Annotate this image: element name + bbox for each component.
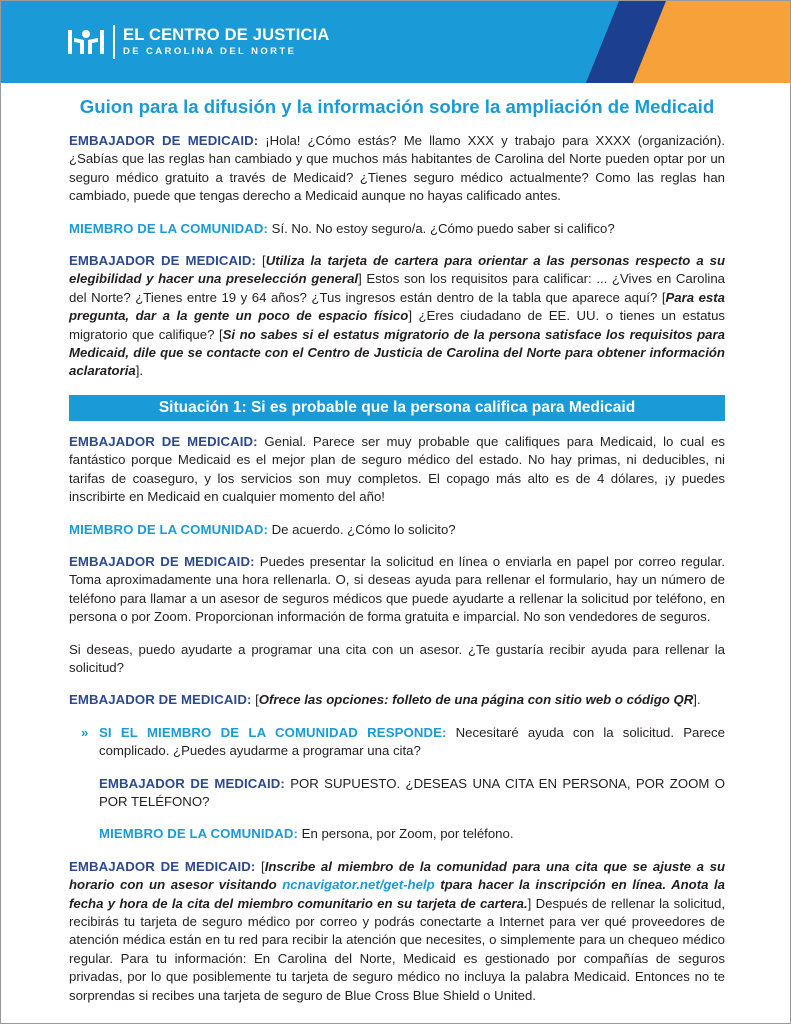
org-subtitle: DE CAROLINA DEL NORTE [123,46,297,57]
speaker-label: MIEMBRO DE LA COMUNIDAD: [69,521,268,537]
paragraph-text: ] Después de rellenar la solicitud, recibirás tu tarjeta de seguro médico por correo y podrás conectarte a Internet para ver qué proveedores de atención médica están en tu red para recibir la atención que necesites, o simplemente para un chequeo médico regular. Para tu información: En Carolina del Norte, Medicaid es gestionado por compañías de seguros privadas, por lo que posiblemente tu tarjeta de seguro médico no incluya la palabra Medicaid. Entonces no te sorprendas si recibes una tarjeta de seguro de Blue Cross Blue Shield o United. [69,895,725,1003]
instruction-text: Para esta pregunta, dar a la gente un poco de espacio físico [69,289,725,324]
chevron-right-icon: » [81,724,89,740]
speaker-label: SI EL MIEMBRO DE LA COMUNIDAD RESPONDE: [99,724,447,740]
speaker-label: EMBAJADOR DE MEDICAID: [69,553,255,569]
paragraph-text: ]. [693,692,701,708]
paragraph-text: [ [251,692,259,708]
paragraph-5 [69,521,725,539]
org-name: EL CENTRO DE JUSTICIA [123,26,330,44]
speaker-label: MIEMBRO DE LA COMUNIDAD: [99,826,298,842]
paragraph-text: Genial. Parece ser muy probable que califiques para Medicaid, lo cual es fantástico porque Medicaid es el mejor plan de seguro médico del estado. No hay primas, ni deducibles, ni tarifas de coaseguro, y los servicios son muy completos. El copago más alto es de 4 dólares, ¡y puedes inscribirte en Medicaid en cualquier momento del año! [69,433,726,505]
paragraph-text: ]. [135,363,144,379]
document-body [69,95,725,1019]
section-1-heading: Situación 1: Si es probable que la persona califica para Medicaid [69,395,725,421]
paragraph-text: ] Estos son los requisitos para calificar: ... ¿Vives en Carolina del Norte? ¿Tienes entre 19 y 64 años? ¿Tus ingresos están dentro de la tabla que aparece aquí? [ [69,271,725,305]
paragraph-text: Sí. No. No estoy seguro/a. ¿Cómo puedo saber si califico? [267,220,615,236]
ncnavigator-link[interactable]: ncnavigator.net/get-help [282,877,435,893]
speaker-label: EMBAJADOR DE MEDICAID: [99,775,285,791]
paragraph-1 [69,132,725,206]
paragraph-text: De acuerdo. ¿Cómo lo solicito? [267,521,456,537]
paragraph-11 [99,825,725,843]
header-banner [1,1,791,83]
speaker-label: EMBAJADOR DE MEDICAID: [69,133,259,148]
indented-dialogue [69,724,725,844]
speaker-label: EMBAJADOR DE MEDICAID: [69,858,256,874]
instruction-text: tpara hacer la inscripción en línea. Anota la fecha y hora de la cita del miembro comunitario en su tarjeta de cartera. [69,877,725,911]
paragraph-2 [69,220,725,238]
paragraph-3 [69,252,725,381]
paragraph-text: Necesitaré ayuda con la solicitud. Parece complicado. ¿Puedes ayudarme a programar una cita? [99,724,725,759]
paragraph-text: En persona, por Zoom, por teléfono. [297,826,514,842]
paragraph-text: POR SUPUESTO. ¿DESEAS UNA CITA EN PERSONA, POR ZOOM O POR TELÉFONO? [99,775,725,809]
paragraph-10 [99,775,725,812]
paragraph-8 [69,691,725,709]
speaker-label: EMBAJADOR DE MEDICAID: [69,253,257,269]
paragraph-7: Si deseas, puedo ayudarte a programar una cita con un asesor. ¿Te gustaría recibir ayuda para rellenar la solicitud? [69,641,725,675]
speaker-label: MIEMBRO DE LA COMUNIDAD: [69,220,268,236]
paragraph-text: ¡Hola! ¿Cómo estás? Me llamo XXX y trabajo para XXXX (organización). ¿Sabías que las reglas han cambiado y que muchos más habitantes de Carolina del Norte pueden optar por un seguro médico gratuito a través de Medicaid? ¿Tienes seguro médico actualmente? Como las reglas han cambiado, puede que tengas derecho a Medicaid aunque no hayas calificado antes. [69,133,725,204]
instruction-text: Inscribe al miembro de la comunidad para una cita que se ajuste a su horario con un asesor visitando [69,858,725,893]
paragraph-12 [69,858,725,1005]
paragraph-6 [69,553,725,627]
paragraph-4 [69,433,725,507]
instruction-text: Utiliza la tarjeta de cartera para orientar a las personas respecto a su elegibilidad y hacer una preselección general [69,253,726,287]
paragraph-text: ] ¿Eres ciudadano de EE. UU. o tienes un estatus migratorio que califique? [ [69,308,725,342]
speaker-label: EMBAJADOR DE MEDICAID: [69,692,252,708]
instruction-text: Si no sabes si el estatus migratorio de la persona satisface los requisitos para Medicaid, dile que se contacte con el Centro de Justicia de Carolina del Norte para obtener información aclaratoria [69,326,725,379]
instruction-text: Ofrece las opciones: folleto de una página con sitio web o código QR [258,692,694,708]
logo-separator [113,25,115,59]
justice-center-logo-icon [68,28,104,56]
paragraph-text: [ [256,253,266,269]
speaker-label: EMBAJADOR DE MEDICAID: [69,433,258,449]
paragraph-9 [81,724,725,761]
paragraph-text: Puedes presentar la solicitud en línea o enviarla en papel por correo regular. Toma aproximadamente una hora rellenarla. O, si deseas ayuda para rellenar el formulario, hay un número de teléfono para llamar a un asesor de seguros médicos que puede ayudarte a rellenar la solicitud por teléfono, en persona o por Zoom. Proporcionan información de forma gratuita e imparcial. No son vendedores de seguros. [69,553,725,625]
page-title: Guion para la difusión y la información sobre la ampliación de Medicaid [79,96,715,117]
paragraph-text: [ [255,858,265,874]
